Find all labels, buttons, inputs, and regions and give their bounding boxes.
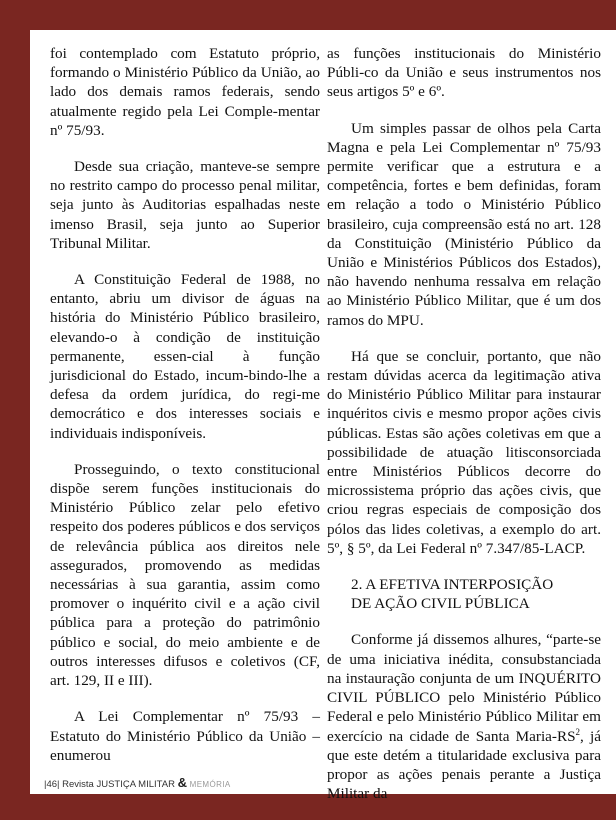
- right-column: [327, 44, 601, 820]
- paragraph: Um simples passar de olhos pela Carta Magna e pela Lei Complementar nº 75/93 permite verificar que a estrutura e a competência, fortes e bem definidas, foram em relação a todo o Ministério Público brasileiro, cuja compreensão está no art. 128 da Constituição (Ministério Público da União e Ministérios Públicos dos Estados), não havendo nenhuma ressalva em relação ao Ministério Público Militar, que é um dos ramos do MPU.: [327, 119, 601, 329]
- paragraph: foi contemplado com Estatuto próprio, formando o Ministério Público da União, ao lado dos demais ramos federais, sendo atualmente regido pela Lei Comple-mentar nº 75/93.: [50, 45, 320, 139]
- paragraph: Prosseguindo, o texto constitucional dispõe serem funções institucionais do Ministério Público zelar pelo efetivo respeito dos poderes públicos e dos serviços de relevância pública aos direitos nele assegurados, promovendo as medidas necessárias à sua garantia, assim como promover o inquérito civil e a ação civil pública para a proteção do patrimônio público e social, do meio ambiente e de outros interesses difusos e coletivos (CF, art. 129, II e III).: [50, 460, 320, 690]
- section-heading-line2: DE AÇÃO CIVIL PÚBLICA: [351, 595, 530, 613]
- paragraph: as funções institucionais do Ministério Públi-co da União e seus instrumentos nos seus artigos 5º e 6º.: [327, 45, 601, 101]
- paragraph-text: Conforme já dissemos alhures, “parte-se de uma iniciativa inédita, consubstanciada na instauração conjunta de um INQUÉRITO CIVIL PÚBLICO pelo Ministério Público Federal e pelo Ministério Público Militar em exercício na cidade de Santa Maria-RS: [327, 631, 601, 745]
- ampersand-logo: &: [177, 775, 187, 790]
- document-page: [30, 30, 616, 803]
- page-footer: [44, 775, 231, 790]
- page-number: |46|: [44, 779, 60, 790]
- paragraph: Desde sua criação, manteve-se sempre no restrito campo do processo penal militar, seja junto às Auditorias espalhadas neste imenso Brasil, seja junto ao Superior Tribunal Militar.: [50, 158, 320, 252]
- page-border-left: [0, 0, 30, 794]
- paragraph-text: , já que este detém a titularidade exclusiva para propor as ações penais perante a Justiça Militar da: [327, 727, 601, 803]
- magazine-name: Revista JUSTIÇA MILITAR: [62, 779, 175, 790]
- page-border-top: [0, 0, 616, 30]
- paragraph: A Constituição Federal de 1988, no entanto, abriu um divisor de águas na história do Ministério Público brasileiro, elevando-o à condição de instituição permanente, essen-cial à função jurisdicional do Estado, incum-bindo-lhe a defesa da ordem jurídica, do regi-me democrático e dos interesses sociais e individuais indisponíveis.: [50, 271, 320, 442]
- paragraph: Há que se concluir, portanto, que não restam dúvidas acerca da legitimação ativa do Ministério Público Militar para instaurar inquéritos civis e mesmo propor ações civis públicas. Estas são ações coletivas em que a possibilidade de atuação litisconsorciada entre Ministérios Públicos decorre do microssistema próprio das ações civis, que criou regras especiais de composição dos pólos das lides coletivas, a exemplo do art. 5º, § 5º, da Lei Federal nº 7.347/85-LACP.: [327, 347, 601, 557]
- footnote-ref: 2: [575, 726, 581, 737]
- section-heading: [327, 575, 601, 613]
- paragraph: [327, 630, 601, 803]
- paragraph: A Lei Complementar nº 75/93 – Estatuto do Ministério Público da União – enumerou: [50, 708, 320, 764]
- memoria-label: MEMÓRIA: [189, 780, 231, 789]
- section-heading-line1: 2. A EFETIVA INTERPOSIÇÃO: [351, 576, 554, 594]
- left-column: [50, 44, 320, 782]
